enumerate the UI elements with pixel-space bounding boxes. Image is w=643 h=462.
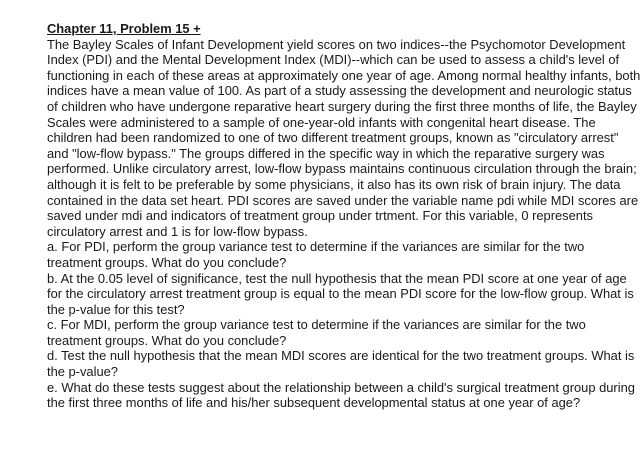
question-c: c. For MDI, perform the group variance test to determine if the variances are similar for the two treatment groups. What do you conclude? [47, 317, 586, 348]
question-a: a. For PDI, perform the group variance test to determine if the variances are similar for the two treatment groups. What do you conclude? [47, 239, 585, 270]
question-d: d. Test the null hypothesis that the mean MDI scores are identical for the two treatment groups. What is the p-value? [47, 348, 635, 380]
question-b: b. At the 0.05 level of significance, test the null hypothesis that the mean PDI score at one year of age for the circulatory arrest treatment group is equal to the mean PDI score for the low-flow group. What is the p-value for this test? [47, 270, 634, 317]
problem-intro: The Bayley Scales of Infant Development yield scores on two indices--the Psychomotor Development Index (PDI) and the Mental Development Index (MDI)--which can be used to assess a child's level of functioning in each of these areas at approximately one year of age. Among normal healthy infants, both indices have a mean value of 100. As part of a study assessing the development and neurologic status of children who have undergone reparative heart surgery during the first three months of life, the Bayley Scales were administered to a sample of one-year-old infants with congenital heart disease. The children had been randomized to one of two different treatment groups, known as "circulatory arrest" and "low-flow bypass." The groups differed in the specific way in which the reparative surgery was performed. Unlike circulatory arrest, low-flow bypass maintains continuous circulation through the brain; although it is felt to be preferable by some physicians, it also has its own risk of brain injury. The data contained in the data set heart. PDI scores are saved under the variable name pdi while MDI scores are saved under mdi and indicators of treatment group under trtment. For this variable, 0 represents circulatory arrest and 1 is for low-flow bypass. [47, 36, 641, 239]
problem-title: Chapter 11, Problem 15 + [47, 21, 201, 36]
question-e: e. What do these tests suggest about the relationship between a child's surgical treatment group during the first three months of life and his/her subsequent developmental status at one year of age? [47, 379, 635, 411]
problem-document [47, 21, 641, 411]
